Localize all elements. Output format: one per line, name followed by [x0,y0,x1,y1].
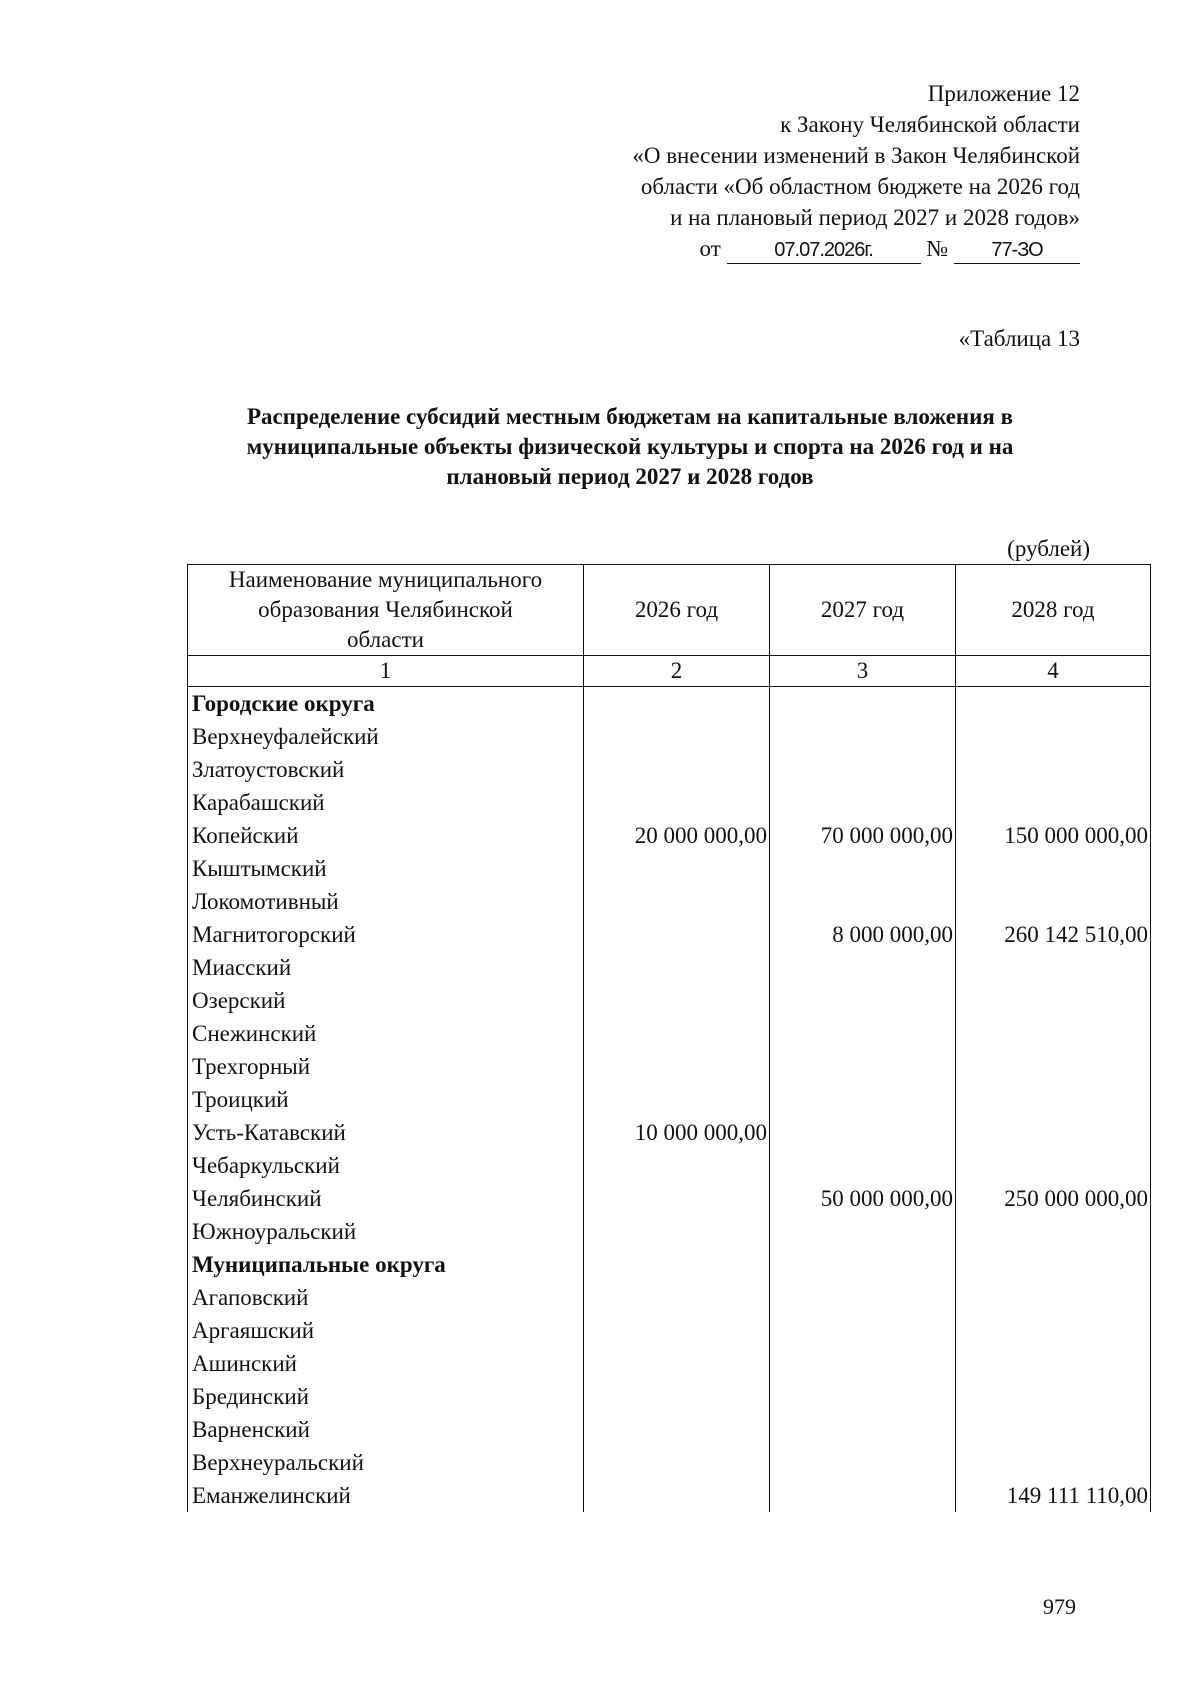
table-row [188,1347,1151,1380]
municipality-name: Еманжелинский [188,1479,584,1512]
table-row [188,819,1151,852]
group-header-row [188,687,1151,721]
value-2028 [956,687,1151,721]
table-row [188,1116,1151,1149]
municipality-name: Магнитогорский [188,918,584,951]
table-row [188,984,1151,1017]
table-row [188,1413,1151,1446]
column-index: 2 [584,656,770,687]
table-row [188,753,1151,786]
value-2028 [956,1116,1151,1149]
value-2026 [584,918,770,951]
table-header-row [188,565,1151,656]
value-2026 [584,1050,770,1083]
value-2026 [584,1149,770,1182]
value-2028: 149 111 110,00 [956,1479,1151,1512]
table-body [188,687,1151,1513]
header-municipality: Наименование муниципального образования Челябинской области [188,565,584,656]
value-2028: 260 142 510,00 [956,918,1151,951]
value-2026 [584,1380,770,1413]
value-2027 [770,720,956,753]
value-2026 [584,885,770,918]
value-2026 [584,1347,770,1380]
appendix-line: «О внесении изменений в Закон Челябинской [632,143,1080,168]
value-2026: 20 000 000,00 [584,819,770,852]
table-row [188,852,1151,885]
value-2027 [770,885,956,918]
value-2027 [770,1149,956,1182]
value-2026 [584,984,770,1017]
municipality-name: Трехгорный [188,1050,584,1083]
column-index: 1 [188,656,584,687]
group-header-row [188,1248,1151,1281]
municipality-name: Троицкий [188,1083,584,1116]
value-2027 [770,1116,956,1149]
table-row [188,1479,1151,1512]
table-row [188,786,1151,819]
value-2026 [584,1017,770,1050]
value-2027 [770,1380,956,1413]
law-date-number [520,233,1080,264]
value-2028 [956,1413,1151,1446]
value-2026 [584,786,770,819]
value-2028 [956,1050,1151,1083]
value-2028 [956,1314,1151,1347]
municipality-name: Златоустовский [188,753,584,786]
value-2028 [956,1347,1151,1380]
value-2027 [770,786,956,819]
value-2026 [584,951,770,984]
number-label: № [926,236,949,261]
municipality-name: Миасский [188,951,584,984]
value-2028 [956,1281,1151,1314]
document-title [190,402,1070,492]
title-line: плановый период 2027 и 2028 годов [446,464,814,489]
value-2027 [770,1281,956,1314]
table-row [188,1380,1151,1413]
value-2028 [956,1017,1151,1050]
value-2028 [956,1215,1151,1248]
municipality-name: Муниципальные округа [188,1248,584,1281]
value-2026: 10 000 000,00 [584,1116,770,1149]
table-label: «Таблица 13 [958,326,1080,351]
value-2026 [584,1083,770,1116]
appendix-line: Приложение 12 [927,81,1080,106]
value-2027 [770,951,956,984]
subsidy-table [187,564,1151,1512]
value-2028 [956,1083,1151,1116]
municipality-name: Снежинский [188,1017,584,1050]
table-row [188,1017,1151,1050]
value-2028: 250 000 000,00 [956,1182,1151,1215]
table-row [188,1182,1151,1215]
value-2028 [956,984,1151,1017]
municipality-name: Чебаркульский [188,1149,584,1182]
value-2027: 8 000 000,00 [770,918,956,951]
municipality-name: Челябинский [188,1182,584,1215]
value-2028 [956,852,1151,885]
municipality-name: Копейский [188,819,584,852]
appendix-header [520,78,1080,264]
value-2028 [956,1446,1151,1479]
table-row [188,1314,1151,1347]
value-2026 [584,1413,770,1446]
table-row [188,1083,1151,1116]
municipality-name: Варненский [188,1413,584,1446]
header-2027: 2027 год [770,565,956,656]
value-2027 [770,1248,956,1281]
table-row [188,1281,1151,1314]
municipality-name: Озерский [188,984,584,1017]
value-2027 [770,1017,956,1050]
value-2028 [956,1380,1151,1413]
value-2026 [584,687,770,721]
table-row [188,720,1151,753]
title-line: муниципальные объекты физической культуры и спорта на 2026 год и на [246,434,1014,459]
appendix-line: и на плановый период 2027 и 2028 годов» [670,205,1080,230]
municipality-name: Усть-Катавский [188,1116,584,1149]
municipality-name: Кыштымский [188,852,584,885]
municipality-name: Карабашский [188,786,584,819]
table-row [188,951,1151,984]
value-2026 [584,1479,770,1512]
value-2027 [770,1413,956,1446]
value-2027 [770,1215,956,1248]
appendix-line: области «Об областном бюджете на 2026 год [640,174,1080,199]
header-2028: 2028 год [956,565,1151,656]
column-index: 4 [956,656,1151,687]
column-index-row [188,656,1151,687]
value-2027 [770,1479,956,1512]
municipality-name: Верхнеуфалейский [188,720,584,753]
value-2027: 50 000 000,00 [770,1182,956,1215]
header-2026: 2026 год [584,565,770,656]
value-2028 [956,885,1151,918]
value-2026 [584,852,770,885]
municipality-name: Городские округа [188,687,584,721]
value-2026 [584,1248,770,1281]
table-row [188,1446,1151,1479]
currency-unit: (рублей) [1007,536,1090,561]
municipality-name: Ашинский [188,1347,584,1380]
municipality-name: Брединский [188,1380,584,1413]
value-2027 [770,1314,956,1347]
value-2026 [584,1182,770,1215]
table-row [188,1050,1151,1083]
table-row [188,885,1151,918]
title-line: Распределение субсидий местным бюджетам на капитальные вложения в [246,404,1014,429]
column-index: 3 [770,656,956,687]
value-2028 [956,1149,1151,1182]
value-2027 [770,852,956,885]
municipality-name: Южноуральский [188,1215,584,1248]
table-row [188,1215,1151,1248]
municipality-name: Аргаяшский [188,1314,584,1347]
appendix-line: к Закону Челябинской области [780,112,1080,137]
municipality-name: Локомотивный [188,885,584,918]
value-2026 [584,1446,770,1479]
law-date: 07.07.2026г. [727,237,921,264]
value-2026 [584,753,770,786]
value-2028 [956,753,1151,786]
value-2028 [956,951,1151,984]
value-2028 [956,786,1151,819]
from-label: от [699,236,721,261]
value-2026 [584,1215,770,1248]
municipality-name: Верхнеуральский [188,1446,584,1479]
value-2026 [584,1314,770,1347]
value-2026 [584,1281,770,1314]
value-2026 [584,720,770,753]
value-2027 [770,1347,956,1380]
value-2027 [770,687,956,721]
page-number: 979 [1043,1594,1076,1619]
table-row [188,1149,1151,1182]
municipality-name: Агаповский [188,1281,584,1314]
value-2027 [770,1446,956,1479]
value-2027 [770,753,956,786]
value-2027 [770,1083,956,1116]
value-2027 [770,984,956,1017]
value-2028 [956,720,1151,753]
value-2027 [770,1050,956,1083]
value-2027: 70 000 000,00 [770,819,956,852]
table-row [188,918,1151,951]
value-2028 [956,1248,1151,1281]
law-number: 77-ЗО [954,237,1080,264]
value-2028: 150 000 000,00 [956,819,1151,852]
